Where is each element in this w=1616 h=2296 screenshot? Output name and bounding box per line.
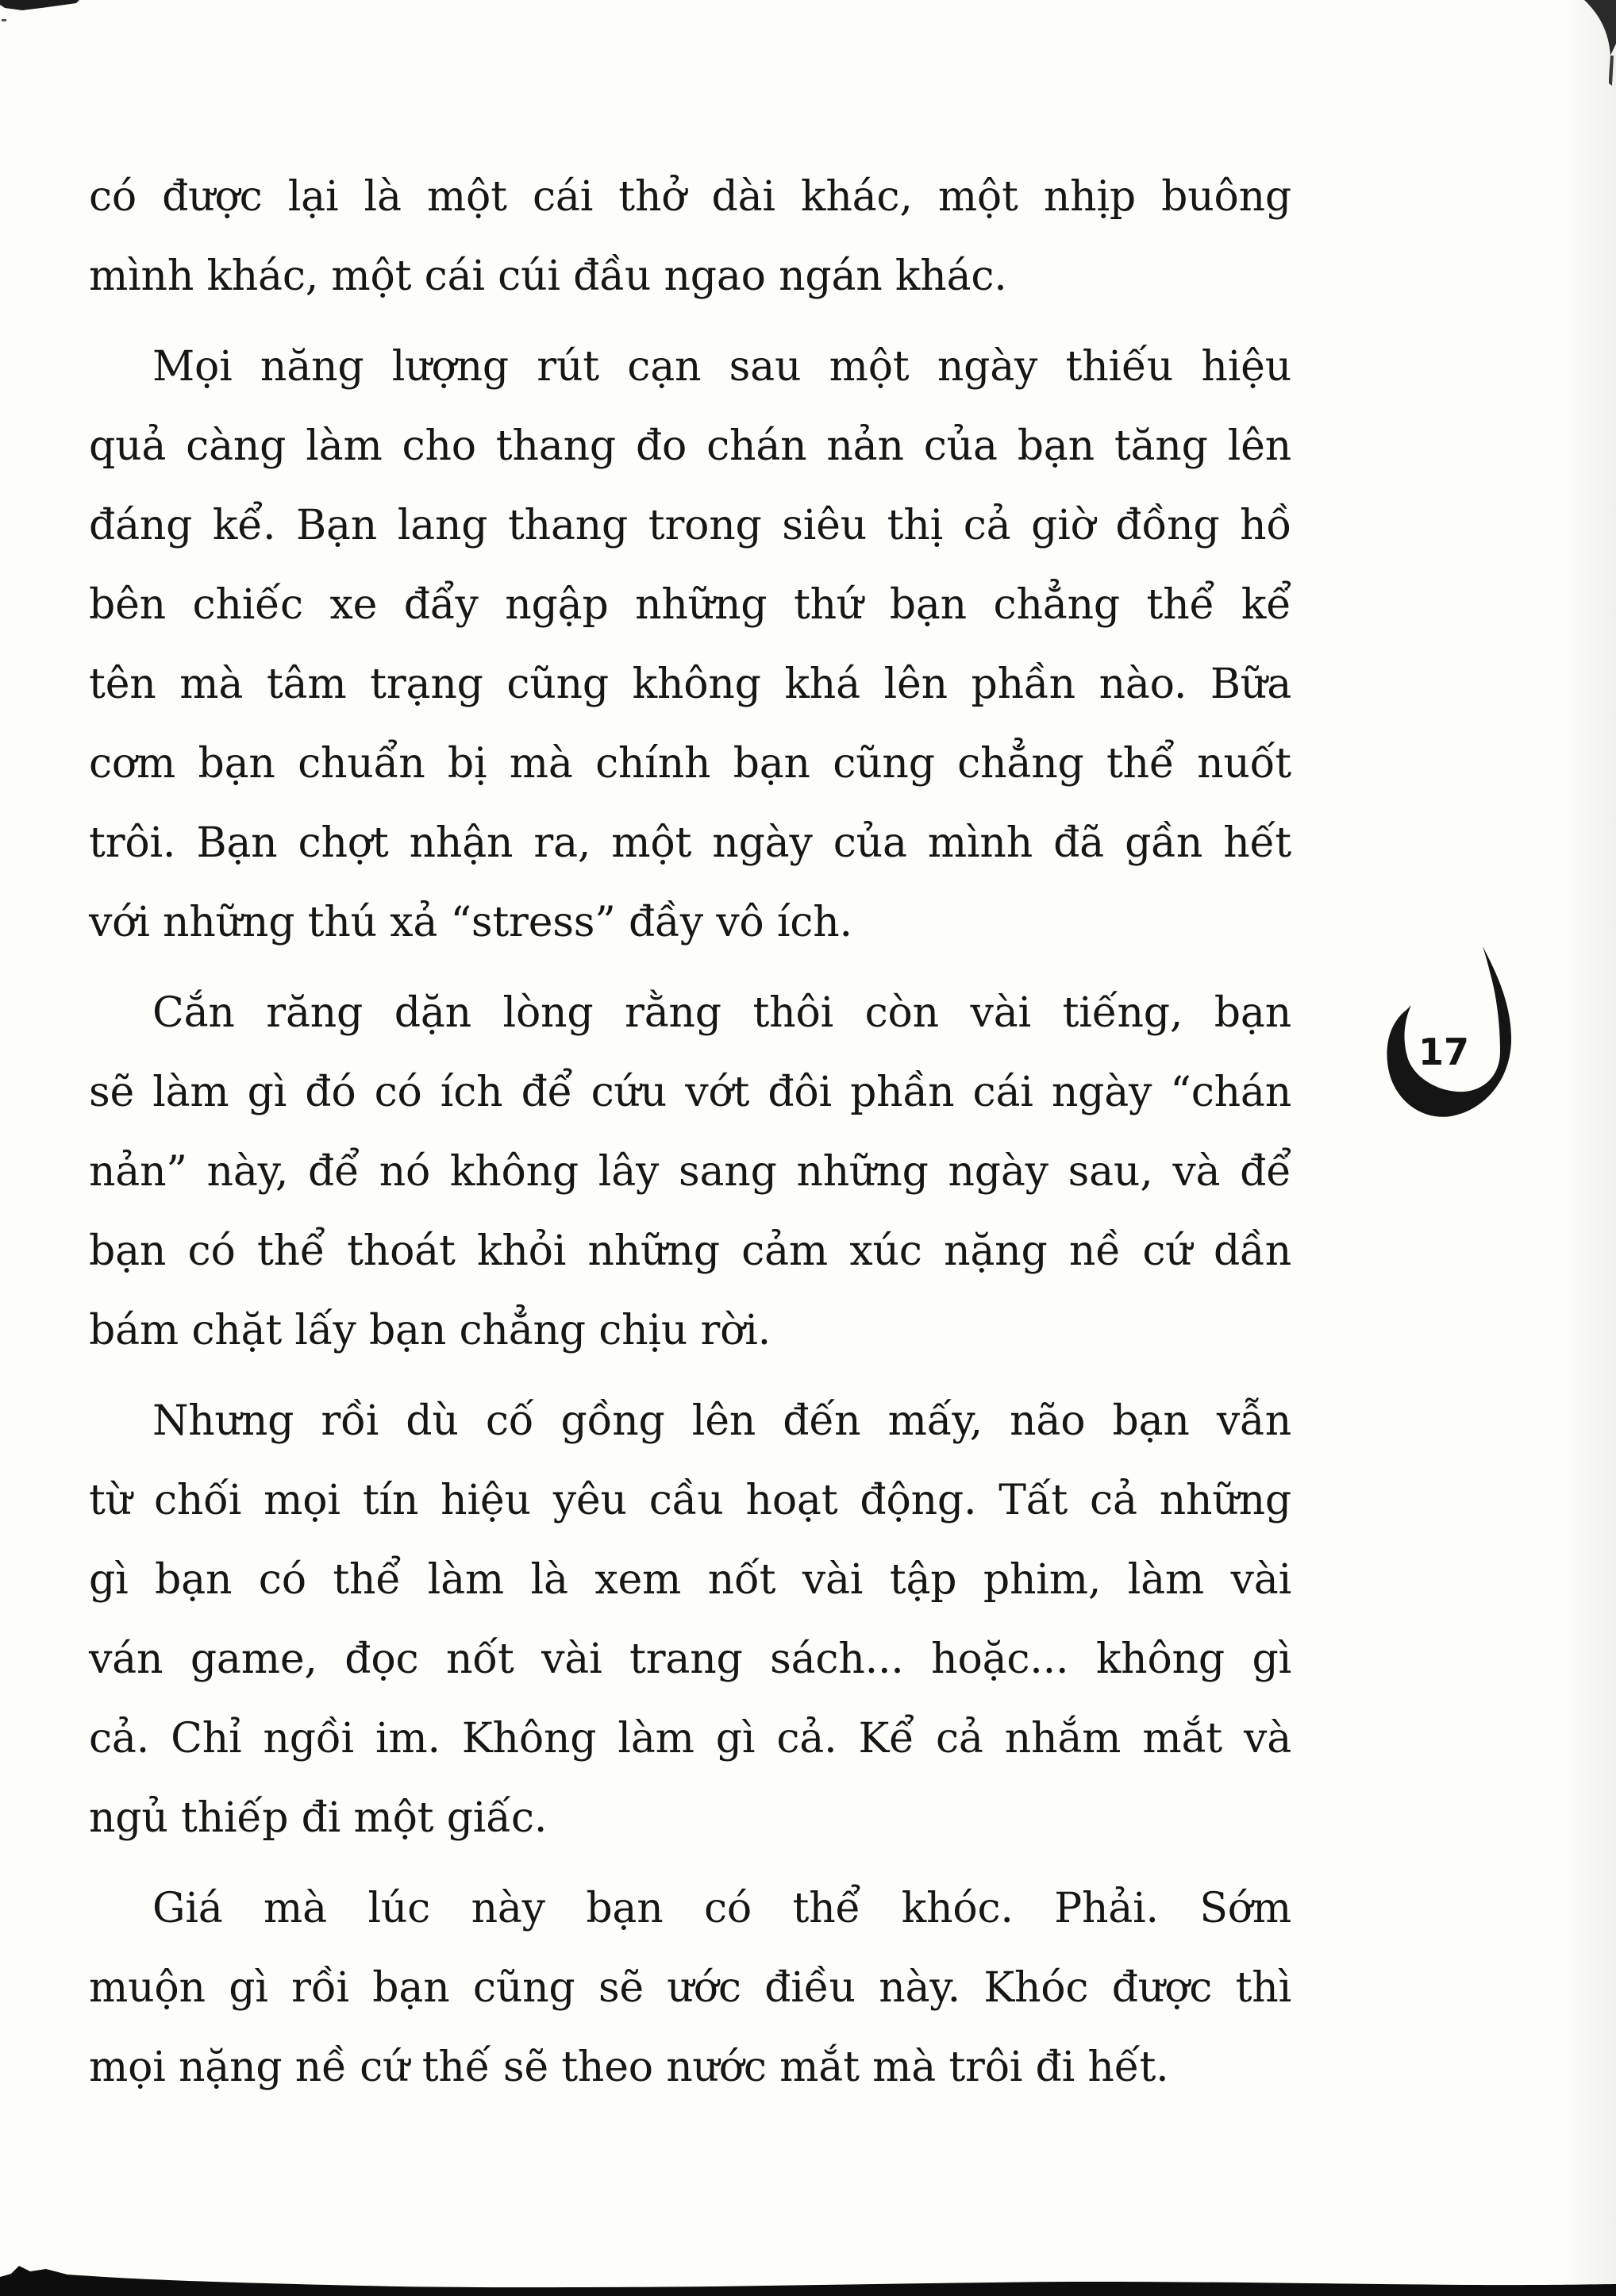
text-line: quả càng làm cho thang đo chán nản của bạn tăng lên bbox=[89, 422, 1291, 470]
text-line: bạn có thể thoát khỏi những cảm xúc nặng nề cứ dần bbox=[89, 1227, 1291, 1275]
paragraph bbox=[89, 327, 1291, 962]
scan-edge-shading bbox=[1560, 0, 1616, 2296]
text-line: từ chối mọi tín hiệu yêu cầu hoạt động. Tất cả những bbox=[89, 1477, 1291, 1524]
text-line: bên chiếc xe đẩy ngập những thứ bạn chẳng thể kể bbox=[89, 581, 1291, 629]
text-line: mọi nặng nề cứ thế sẽ theo nước mắt mà trôi đi hết. bbox=[89, 2044, 1169, 2091]
paragraph bbox=[89, 973, 1291, 1370]
text-line: đáng kể. Bạn lang thang trong siêu thị cả giờ đồng hồ bbox=[89, 502, 1291, 549]
text-line: sẽ làm gì đó có ích để cứu vớt đôi phần cái ngày “chán bbox=[89, 1069, 1291, 1116]
page-number-ornament bbox=[1381, 942, 1524, 1128]
scan-mark-top-right-icon bbox=[1580, 0, 1616, 87]
scan-edge-bottom-band bbox=[0, 2258, 1616, 2296]
text-line: muộn gì rồi bạn cũng sẽ ước điều này. Khóc được thì bbox=[89, 1964, 1291, 2012]
text-line: Nhưng rồi dù cố gồng lên đến mấy, não bạn vẫn bbox=[152, 1397, 1291, 1445]
text-line: cả. Chỉ ngồi im. Không làm gì cả. Kể cả nhắm mắt và bbox=[89, 1715, 1291, 1762]
paragraph bbox=[89, 157, 1291, 316]
paragraph bbox=[89, 1869, 1291, 2107]
page-number: 17 bbox=[1418, 1031, 1469, 1073]
scan-smudge-top-left-icon bbox=[0, 0, 111, 32]
text-line: ngủ thiếp đi một giấc. bbox=[89, 1794, 548, 1842]
text-line: Giá mà lúc này bạn có thể khóc. Phải. Sớm bbox=[152, 1885, 1291, 1932]
paragraph bbox=[89, 1381, 1291, 1858]
text-line: Cắn răng dặn lòng rằng thôi còn vài tiếng, bạn bbox=[152, 989, 1291, 1037]
text-line: với những thú xả “stress” đầy vô ích. bbox=[89, 899, 852, 946]
text-line: mình khác, một cái cúi đầu ngao ngán khác. bbox=[89, 252, 1007, 300]
text-line: Mọi năng lượng rút cạn sau một ngày thiếu hiệu bbox=[152, 343, 1291, 391]
text-line: có được lại là một cái thở dài khác, một nhịp buông bbox=[89, 173, 1291, 221]
text-line: nản” này, để nó không lây sang những ngày sau, và để bbox=[89, 1148, 1291, 1196]
text-line: tên mà tâm trạng cũng không khá lên phần nào. Bữa bbox=[89, 661, 1291, 708]
text-line: bám chặt lấy bạn chẳng chịu rời. bbox=[89, 1307, 771, 1354]
text-line: ván game, đọc nốt vài trang sách... hoặc... không gì bbox=[89, 1635, 1291, 1683]
body-text bbox=[89, 157, 1291, 2118]
text-line: cơm bạn chuẩn bị mà chính bạn cũng chẳng thể nuốt bbox=[89, 740, 1291, 788]
text-line: trôi. Bạn chợt nhận ra, một ngày của mình đã gần hết bbox=[89, 819, 1291, 867]
text-line: gì bạn có thể làm là xem nốt vài tập phim, làm vài bbox=[89, 1556, 1291, 1604]
